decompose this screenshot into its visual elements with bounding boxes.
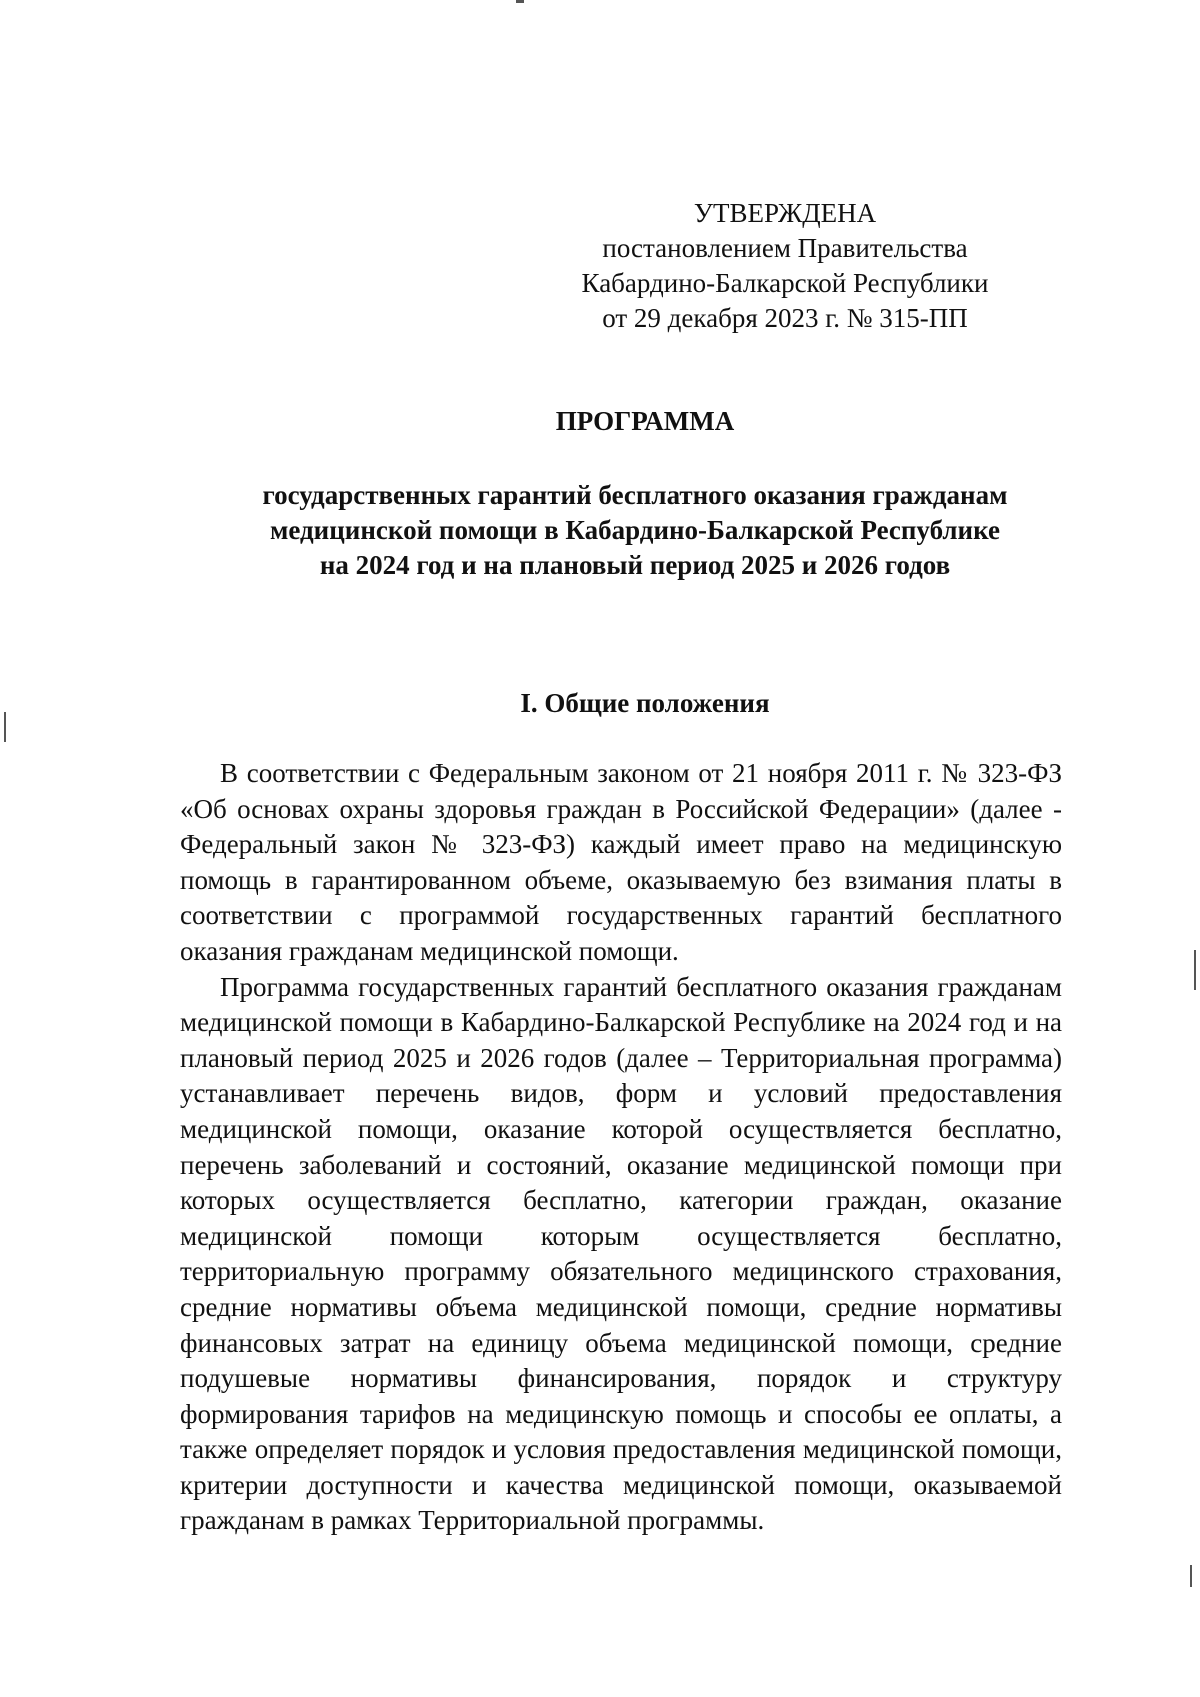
approval-line-date-number: от 29 декабря 2023 г. № 315-ПП — [602, 303, 968, 333]
document-subtitle — [230, 478, 1040, 583]
document-title: ПРОГРАММА — [555, 406, 735, 436]
paragraph-2: Программа государственных гарантий бесплатного оказания гражданам медицинской помощи в Кабардино-Балкарской Республике на 2024 год и на плановый период 2025 и 2026 годов (далее – Территориальная программа) устанавливает перечень видов, форм и условий предоставления медицинской помощи, оказание которой осуществляется бесплатно, перечень заболеваний и состояний, оказание медицинской помощи при которых осуществляется бесплатно, категории граждан, оказание медицинской помощи которым осуществляется бесплатно, территориальную программу обязательного медицинского страхования, средние нормативы объема медицинской помощи, средние нормативы финансовых затрат на единицу объема медицинской помощи, средние подушевые нормативы финансирования, порядок и структуру формирования тарифов на медицинскую помощь и способы ее оплаты, а также определяет порядок и условия предоставления медицинской помощи, критерии доступности и качества медицинской помощи, оказываемой гражданам в рамках Территориальной программы. — [180, 971, 1062, 1536]
scan-artifact-right-bottom — [1190, 1565, 1192, 1587]
scan-artifact-right — [1194, 950, 1196, 990]
subtitle-line-3: на 2024 год и на плановый период 2025 и 2026 годов — [319, 550, 951, 580]
approval-stamp-block — [560, 196, 1010, 336]
approval-line-resolution: постановлением Правительства — [602, 233, 968, 263]
scan-artifact-top — [516, 0, 524, 3]
scan-artifact-left — [4, 712, 6, 742]
approval-line-republic: Кабардино-Балкарской Республики — [581, 268, 989, 298]
paragraph-1: В соответствии с Федеральным законом от 21 ноября 2011 г. № 323-ФЗ «Об основах охраны здоровья граждан в Российской Федерации» (далее - Федеральный закон № 323-ФЗ) каждый имеет право на медицинскую помощь в гарантированном объеме, оказываемую без взимания платы в соответствии с программой государственных гарантий бесплатного оказания гражданам медицинской помощи. — [180, 758, 1062, 966]
subtitle-line-2: медицинской помощи в Кабардино-Балкарской Республике — [270, 515, 1000, 545]
approval-line-approved: УТВЕРЖДЕНА — [693, 198, 877, 228]
section-heading: I. Общие положения — [520, 688, 770, 718]
section-body — [180, 756, 1062, 1539]
subtitle-line-1: государственных гарантий бесплатного оказания гражданам — [262, 480, 1008, 510]
